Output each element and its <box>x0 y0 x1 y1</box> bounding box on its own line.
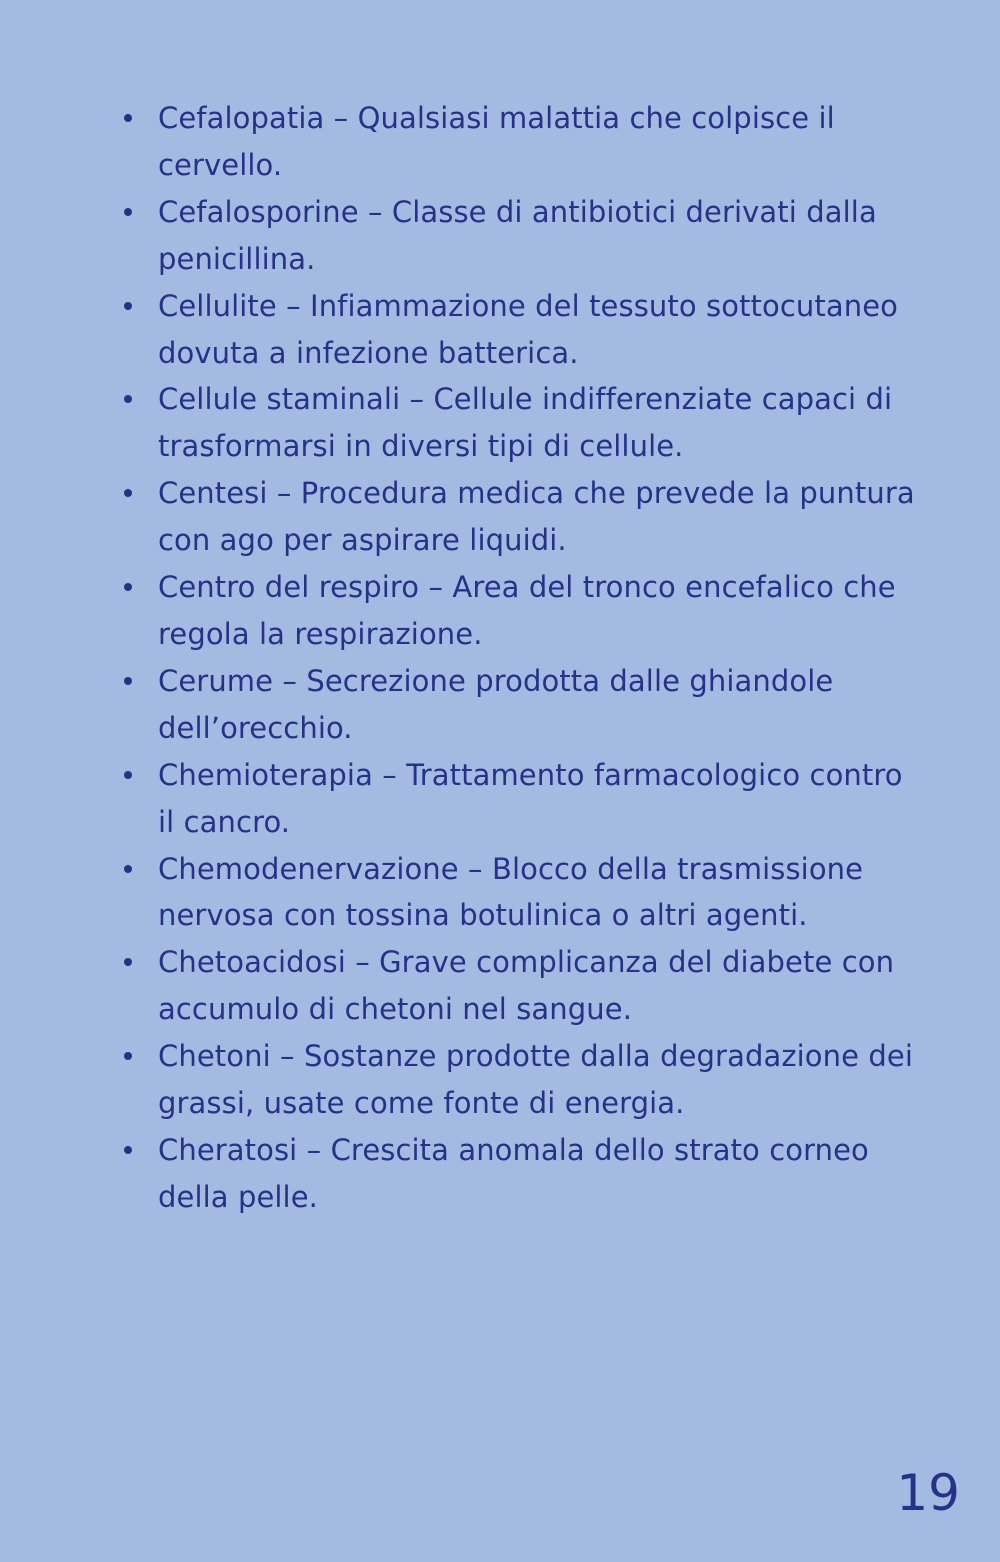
glossary-entry-text: Cellule staminali – Cellule indifferenziate capaci di trasformarsi in diversi tipi di cellule. <box>158 382 893 464</box>
bullet-icon <box>124 395 132 403</box>
glossary-entry <box>120 564 920 658</box>
bullet-icon <box>124 583 132 591</box>
glossary-entry <box>120 1033 920 1127</box>
bullet-icon <box>124 958 132 966</box>
glossary-entry-text: Cefalopatia – Qualsiasi malattia che colpisce il cervello. <box>158 101 835 182</box>
bullet-icon <box>124 208 132 216</box>
glossary-entry-text: Cerume – Secrezione prodotta dalle ghiandole dell’orecchio. <box>158 663 834 745</box>
glossary-entry <box>120 376 920 470</box>
glossary-entry <box>120 95 920 189</box>
glossary-entry <box>120 283 920 377</box>
glossary-entry <box>120 939 920 1033</box>
bullet-icon <box>124 1052 132 1060</box>
glossary-entry-text: Cellulite – Infiammazione del tessuto sottocutaneo dovuta a infezione batterica. <box>158 288 898 370</box>
glossary-entry-text: Chemodenervazione – Blocco della trasmissione nervosa con tossina botulinica o altri agenti. <box>158 851 864 933</box>
bullet-icon <box>124 865 132 873</box>
glossary-entry-text: Chemioterapia – Trattamento farmacologico contro il cancro. <box>158 757 903 839</box>
glossary-entry <box>120 470 920 564</box>
glossary-entry-text: Centro del respiro – Area del tronco encefalico che regola la respirazione. <box>158 570 896 651</box>
glossary-list <box>120 95 920 1221</box>
bullet-icon <box>124 489 132 497</box>
glossary-entry-text: Cheratosi – Crescita anomala dello strato corneo della pelle. <box>158 1132 869 1214</box>
glossary-entry <box>120 846 920 940</box>
glossary-entry <box>120 1127 920 1221</box>
bullet-icon <box>124 302 132 310</box>
glossary-entry-text: Chetoni – Sostanze prodotte dalla degradazione dei grassi, usate come fonte di energia. <box>158 1039 913 1121</box>
glossary-entry-text: Chetoacidosi – Grave complicanza del diabete con accumulo di chetoni nel sangue. <box>158 945 895 1027</box>
glossary-entry <box>120 189 920 283</box>
glossary-entry <box>120 752 920 846</box>
glossary-entry <box>120 658 920 752</box>
page-number: 19 <box>896 1464 960 1522</box>
bullet-icon <box>124 677 132 685</box>
bullet-icon <box>124 114 132 122</box>
bullet-icon <box>124 771 132 779</box>
glossary-entry-text: Centesi – Procedura medica che prevede la puntura con ago per aspirare liquidi. <box>158 476 915 558</box>
glossary-entry-text: Cefalosporine – Classe di antibiotici derivati dalla penicillina. <box>158 194 877 276</box>
bullet-icon <box>124 1146 132 1154</box>
